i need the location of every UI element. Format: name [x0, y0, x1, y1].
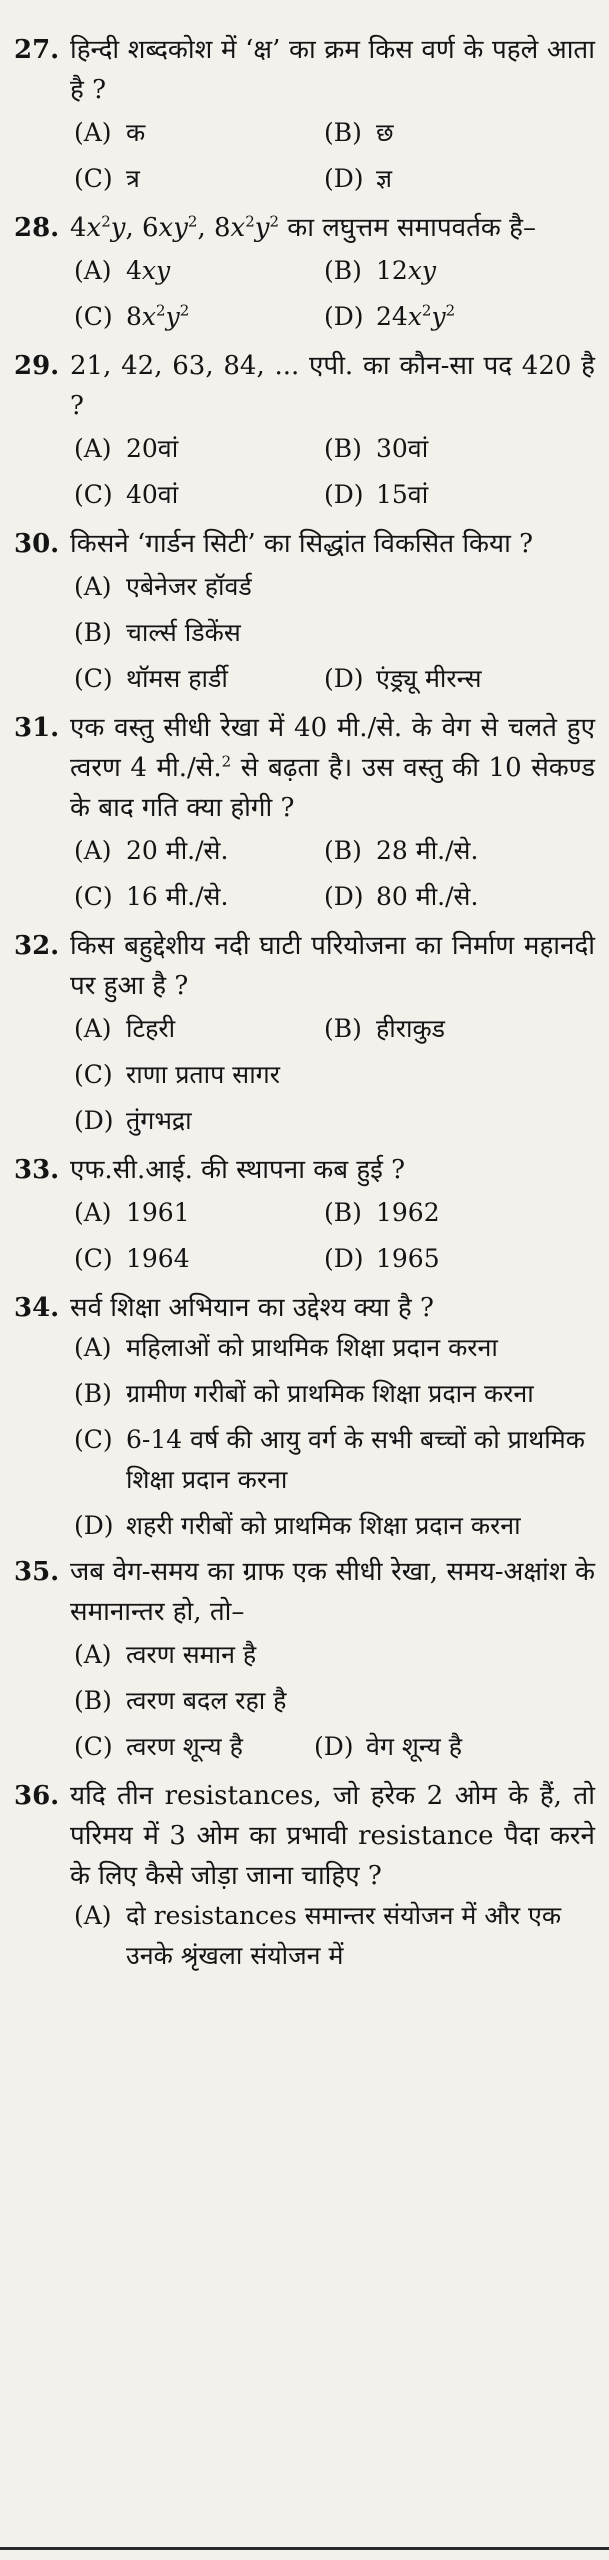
- option-text: ग्रामीण गरीबों को प्राथमिक शिक्षा प्रदान करना: [126, 1379, 534, 1408]
- options: [74, 828, 595, 920]
- bottom-border-line: [0, 2547, 609, 2550]
- option-d: [314, 1724, 564, 1770]
- option-c: [74, 1420, 595, 1500]
- option-text: शहरी गरीबों को प्राथमिक शिक्षा प्रदान करना: [126, 1511, 521, 1540]
- question-31: [14, 708, 595, 920]
- question-number: 29.: [14, 351, 60, 381]
- question-number: 34.: [14, 1293, 60, 1323]
- option-d: [74, 1098, 595, 1144]
- option-label: (D): [324, 164, 364, 193]
- option-label: (A): [74, 256, 112, 285]
- option-text: एंड्र्यू मीरन्स: [376, 664, 482, 693]
- option-b: [324, 1190, 574, 1236]
- option-c: [74, 1724, 314, 1770]
- options: [74, 1328, 595, 1546]
- question-number: 33.: [14, 1155, 60, 1185]
- option-a: [74, 426, 324, 472]
- question-34: [14, 1288, 595, 1546]
- option-label: (C): [74, 1732, 113, 1761]
- option-b: [324, 1006, 574, 1052]
- option-row: [74, 828, 595, 874]
- option-row: [74, 1236, 595, 1282]
- option-text: त्र: [126, 164, 140, 193]
- question-stem: [14, 1776, 595, 1896]
- option-text: 20 मी./से.: [126, 836, 229, 865]
- option-text: 1961: [126, 1198, 190, 1227]
- option-row: [74, 472, 595, 518]
- option-row: [74, 426, 595, 472]
- options: [74, 1006, 595, 1144]
- option-label: (D): [324, 1244, 364, 1273]
- option-text: 15वां: [376, 480, 429, 509]
- option-label: (B): [324, 118, 362, 147]
- option-text: 4xy: [126, 256, 171, 285]
- options: [74, 1190, 595, 1282]
- option-label: (D): [324, 302, 364, 331]
- option-text: त्वरण शून्य है: [126, 1732, 243, 1761]
- option-label: (C): [74, 480, 113, 509]
- option-label: (B): [74, 1379, 112, 1408]
- question-number: 28.: [14, 213, 60, 243]
- option-label: (A): [74, 1901, 112, 1930]
- option-text: क: [126, 118, 146, 147]
- question-stem: [14, 346, 595, 426]
- option-label: (D): [324, 882, 364, 911]
- question-number: 36.: [14, 1781, 60, 1811]
- option-label: (A): [74, 836, 112, 865]
- option-d: [324, 656, 574, 702]
- option-a: [74, 564, 595, 610]
- option-label: (C): [74, 664, 113, 693]
- option-a: [74, 1006, 324, 1052]
- options: [74, 564, 595, 702]
- question-text: किसने ‘गार्डन सिटी’ का सिद्धांत विकसित किया ?: [70, 529, 534, 559]
- option-row: [74, 656, 595, 702]
- option-text: छ: [376, 118, 394, 147]
- question-text: यदि तीन resistances, जो हरेक 2 ओम के हैं, तो परिमय में 3 ओम का प्रभावी resistance पैदा करने के लिए कैसे जोड़ा जाना चाहिए ?: [70, 1781, 595, 1891]
- question-text: $4x^2y$, $6xy^2$, $8x^2y^2$ का लघुत्तम समापवर्तक है–: [70, 212, 536, 243]
- option-label: (D): [314, 1732, 354, 1761]
- option-label: (D): [74, 1106, 114, 1135]
- option-text: 16 मी./से.: [126, 882, 229, 911]
- option-text: 40वां: [126, 480, 179, 509]
- option-label: (B): [324, 434, 362, 463]
- options: [74, 248, 595, 340]
- option-a: [74, 248, 324, 294]
- option-d: [324, 472, 574, 518]
- option-text: $8x^2y^2$: [126, 301, 190, 331]
- option-text: थॉमस हार्डी: [126, 664, 228, 693]
- option-row: [74, 248, 595, 294]
- question-text: जब वेग-समय का ग्राफ एक सीधी रेखा, समय-अक्षांश के समानान्तर हो, तो–: [70, 1557, 595, 1627]
- option-text: त्वरण समान है: [126, 1640, 257, 1669]
- question-number: 31.: [14, 713, 60, 743]
- option-text: चार्ल्स डिकेंस: [126, 618, 241, 647]
- question-text: किस बहुद्देशीय नदी घाटी परियोजना का निर्माण महानदी पर हुआ है ?: [70, 931, 595, 1001]
- option-b: [74, 1374, 595, 1414]
- question-33: [14, 1150, 595, 1282]
- question-number: 30.: [14, 529, 60, 559]
- question-stem: [14, 926, 595, 1006]
- question-28: [14, 208, 595, 340]
- option-label: (B): [74, 618, 112, 647]
- option-row: [74, 294, 595, 340]
- question-35: [14, 1552, 595, 1770]
- option-a: [74, 1328, 595, 1368]
- question-32: [14, 926, 595, 1144]
- option-b: [324, 426, 574, 472]
- options: [74, 1896, 595, 1976]
- option-text: $24x^2y^2$: [376, 301, 456, 331]
- question-number: 32.: [14, 931, 60, 961]
- option-label: (A): [74, 1640, 112, 1669]
- question-27: [14, 30, 595, 202]
- option-a: [74, 828, 324, 874]
- option-d: [74, 1506, 595, 1546]
- option-label: (B): [324, 256, 362, 285]
- option-label: (D): [324, 480, 364, 509]
- option-text: हीराकुड: [376, 1014, 446, 1043]
- question-text: 21, 42, 63, 84, ... एपी. का कौन-सा पद 420 है ?: [70, 351, 595, 421]
- option-c: [74, 156, 324, 202]
- option-a: [74, 1190, 324, 1236]
- option-label: (A): [74, 572, 112, 601]
- question-stem: [14, 1150, 595, 1190]
- option-row: [74, 1190, 595, 1236]
- question-number: 27.: [14, 35, 60, 65]
- option-text: 30वां: [376, 434, 429, 463]
- question-stem: [14, 1288, 595, 1328]
- option-text: एबेनेजर हॉवर्ड: [126, 572, 252, 601]
- question-text: हिन्दी शब्दकोश में ‘क्ष’ का क्रम किस वर्ण के पहले आता है ?: [70, 35, 595, 105]
- option-d: [324, 156, 574, 202]
- option-c: [74, 656, 324, 702]
- option-text: 20वां: [126, 434, 179, 463]
- option-a: [74, 110, 324, 156]
- option-text: 28 मी./से.: [376, 836, 479, 865]
- question-36: [14, 1776, 595, 1976]
- option-b: [324, 248, 574, 294]
- question-30: [14, 524, 595, 702]
- option-label: (D): [74, 1511, 114, 1540]
- option-text: 12xy: [376, 256, 437, 285]
- option-label: (A): [74, 434, 112, 463]
- option-a: [74, 1632, 595, 1678]
- option-label: (C): [74, 302, 113, 331]
- option-text: 6-14 वर्ष की आयु वर्ग के सभी बच्चों को प्राथमिक शिक्षा प्रदान करना: [126, 1425, 585, 1494]
- option-b: [74, 610, 595, 656]
- question-text: एफ.सी.आई. की स्थापना कब हुई ?: [70, 1155, 406, 1185]
- option-label: (C): [74, 164, 113, 193]
- option-b: [324, 110, 574, 156]
- option-text: टिहरी: [126, 1014, 176, 1043]
- option-d: [324, 1236, 574, 1282]
- option-label: (C): [74, 1060, 113, 1089]
- option-row: [74, 874, 595, 920]
- option-label: (B): [74, 1686, 112, 1715]
- option-c: [74, 1052, 595, 1098]
- option-label: (C): [74, 1425, 113, 1454]
- option-text: 1965: [376, 1244, 440, 1273]
- option-row: [74, 156, 595, 202]
- option-row: [74, 110, 595, 156]
- option-label: (C): [74, 882, 113, 911]
- option-c: [74, 294, 324, 340]
- option-b: [74, 1678, 595, 1724]
- option-text: राणा प्रताप सागर: [126, 1060, 280, 1089]
- option-label: (D): [324, 664, 364, 693]
- option-label: (C): [74, 1244, 113, 1273]
- option-text: महिलाओं को प्राथमिक शिक्षा प्रदान करना: [126, 1333, 498, 1362]
- option-label: (A): [74, 118, 112, 147]
- question-stem: [14, 524, 595, 564]
- option-b: [324, 828, 574, 874]
- option-d: [324, 874, 574, 920]
- option-label: (A): [74, 1198, 112, 1227]
- option-c: [74, 472, 324, 518]
- option-label: (A): [74, 1014, 112, 1043]
- question-stem: [14, 208, 595, 248]
- option-text: तुंगभद्रा: [126, 1106, 192, 1135]
- option-c: [74, 1236, 324, 1282]
- option-c: [74, 874, 324, 920]
- option-text: 80 मी./से.: [376, 882, 479, 911]
- question-number: 35.: [14, 1557, 60, 1587]
- question-29: [14, 346, 595, 518]
- option-d: [324, 294, 574, 340]
- question-stem: [14, 708, 595, 828]
- option-text: 1964: [126, 1244, 190, 1273]
- question-stem: [14, 1552, 595, 1632]
- option-text: ज्ञ: [376, 164, 393, 193]
- question-stem: [14, 30, 595, 110]
- option-text: 1962: [376, 1198, 440, 1227]
- question-text: एक वस्तु सीधी रेखा में 40 मी./से. के वेग से चलते हुए त्वरण 4 मी./से.$^2$ से बढ़ता है। उस वस्तु की 10 सेकण्ड के बाद गति क्या होगी ?: [70, 713, 595, 823]
- options: [74, 426, 595, 518]
- option-text: दो resistances समान्तर संयोजन में और एक उनके श्रृंखला संयोजन में: [126, 1901, 562, 1970]
- option-label: (B): [324, 836, 362, 865]
- option-label: (B): [324, 1198, 362, 1227]
- options: [74, 1632, 595, 1770]
- option-row: [74, 1006, 595, 1052]
- option-label: (B): [324, 1014, 362, 1043]
- option-label: (A): [74, 1333, 112, 1362]
- option-a: [74, 1896, 595, 1976]
- option-text: वेग शून्य है: [366, 1732, 463, 1761]
- option-text: त्वरण बदल रहा है: [126, 1686, 287, 1715]
- option-row: [74, 1724, 595, 1770]
- options: [74, 110, 595, 202]
- question-text: सर्व शिक्षा अभियान का उद्देश्य क्या है ?: [70, 1293, 434, 1323]
